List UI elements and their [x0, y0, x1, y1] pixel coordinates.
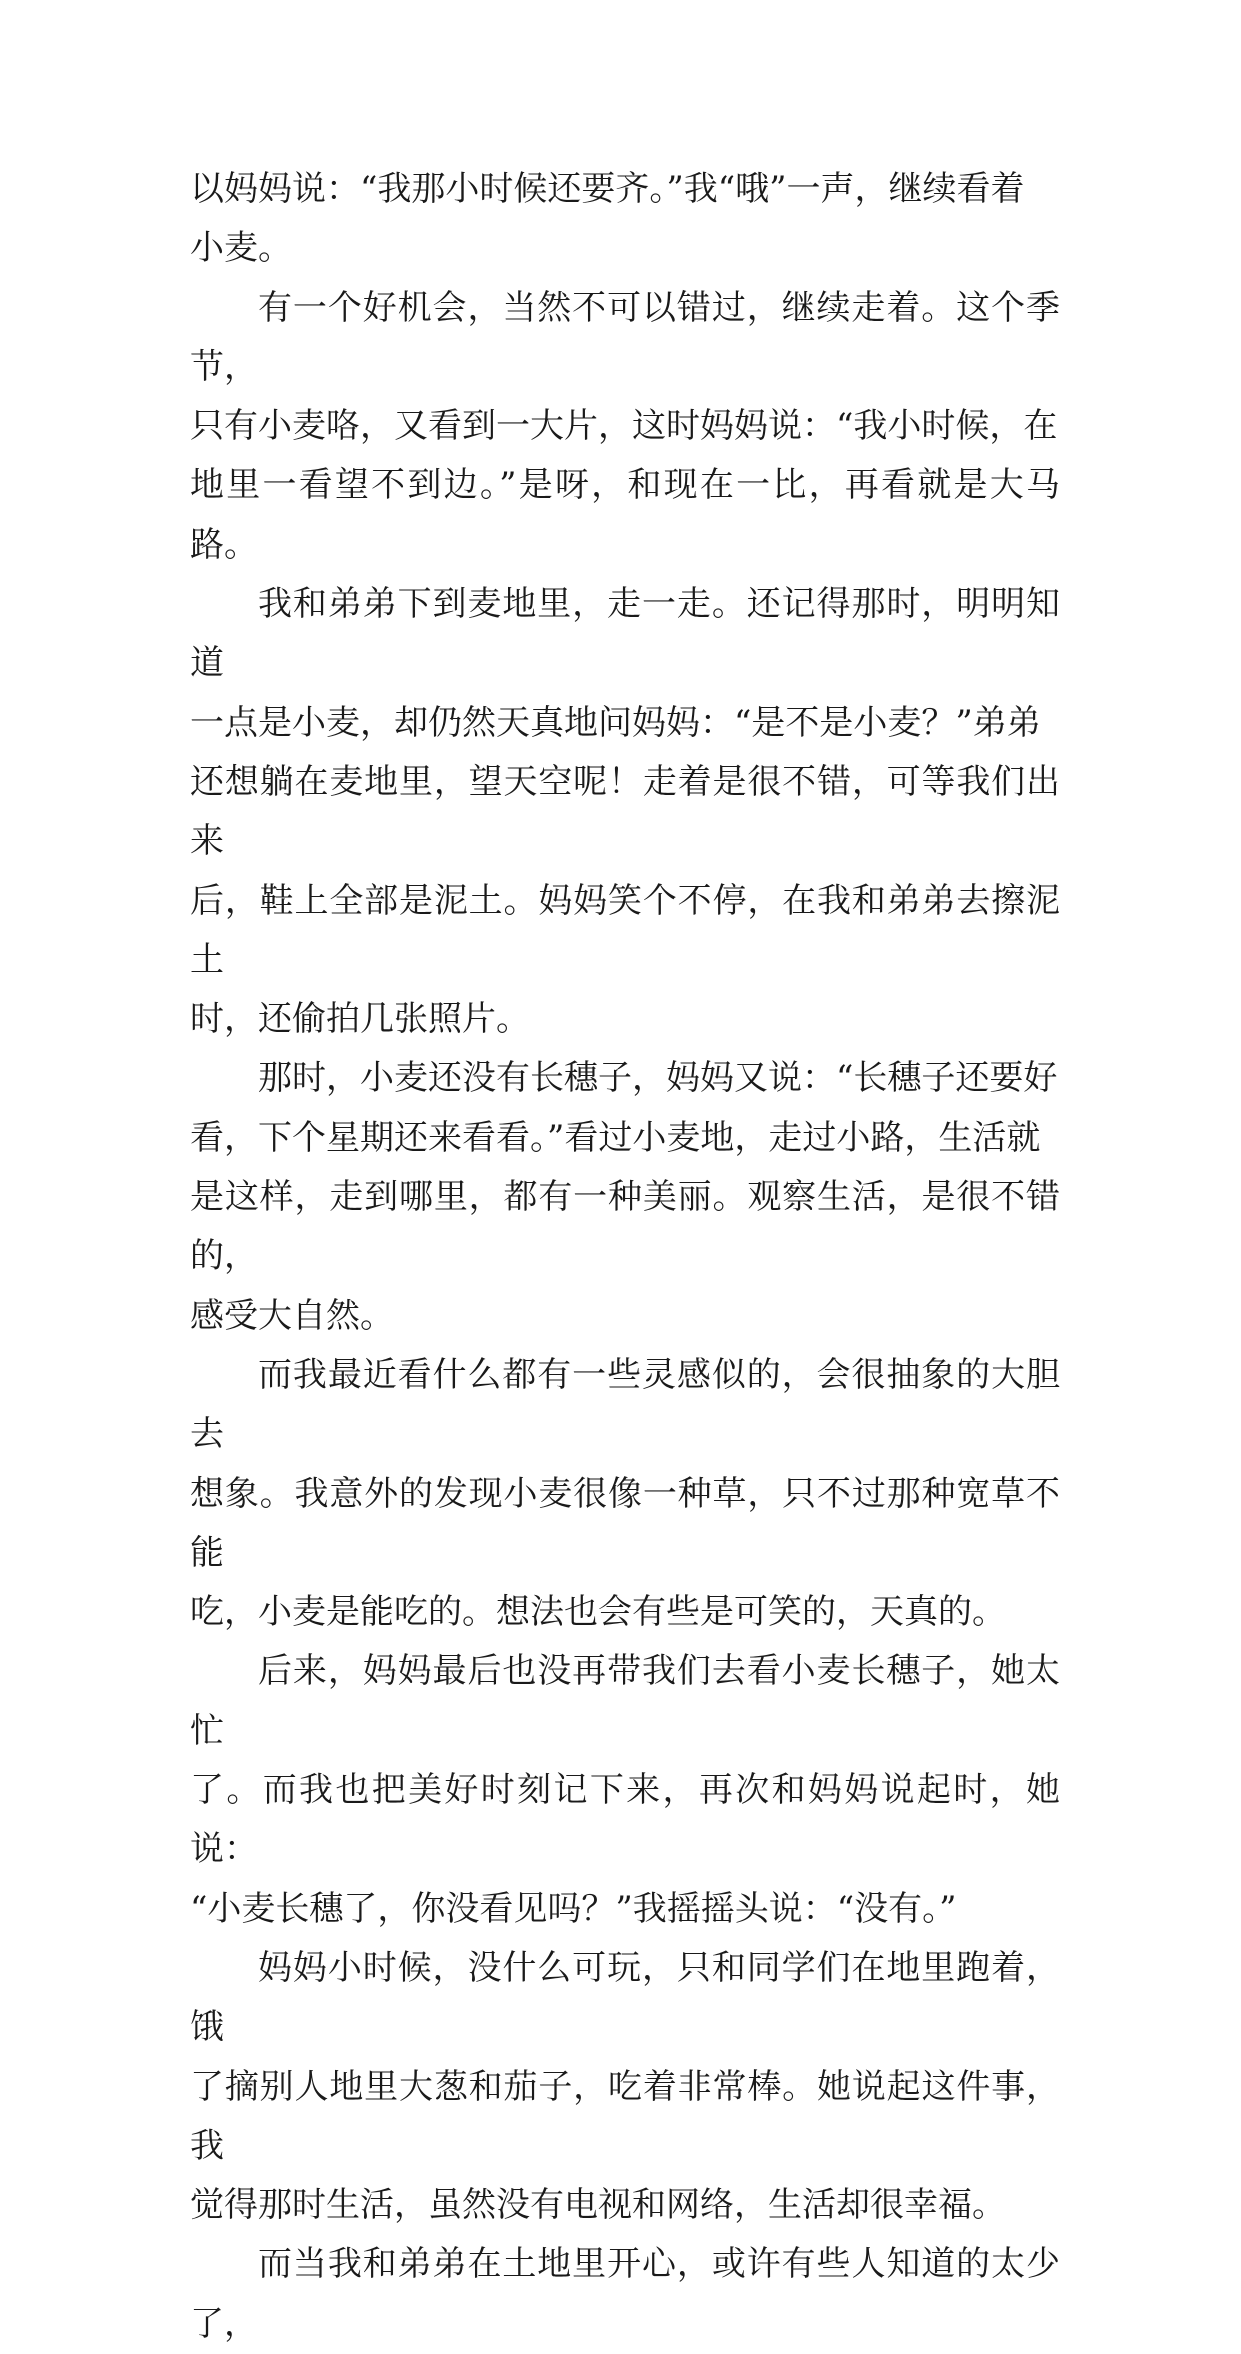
text-line: 还想躺在麦地里，望天空呢！走着是很不错，可等我们出来 [190, 761, 1060, 862]
paragraph [190, 160, 1060, 279]
text-line: 地里一看望不到边。”是呀，和现在一比，再看就是大马路。 [190, 465, 1060, 565]
paragraph [190, 1346, 1060, 1642]
text-line: 一点是小麦，却仍然天真地问妈妈：“是不是小麦？”弟弟 [190, 702, 1041, 743]
paragraph [190, 1939, 1060, 2235]
paragraph [190, 2235, 1060, 2354]
text-line: 是这样，走到哪里，都有一种美丽。观察生活，是很不错的， [190, 1177, 1060, 1277]
text-line: 而我最近看什么都有一些灵感似的，会很抽象的大胆去 [190, 1354, 1060, 1455]
paragraph [190, 1049, 1060, 1345]
text-line: 而当我和弟弟在土地里开心，或许有些人知道的太少了， [190, 2244, 1060, 2344]
paragraph [190, 279, 1060, 575]
text-line: 后来，妈妈最后也没再带我们去看小麦长穗子，她太忙 [190, 1651, 1060, 1751]
text-line: “小麦长穗了，你没看见吗？”我摇摇头说：“没有。” [190, 1888, 957, 1929]
text-line: 小麦。 [190, 228, 292, 269]
text-line: 想象。我意外的发现小麦很像一种草，只不过那种宽草不能 [190, 1473, 1060, 1573]
document-body [190, 160, 1060, 2354]
text-line: 那时，小麦还没有长穗子，妈妈又说：“长穗子还要好 [258, 1058, 1058, 1099]
text-line: 了。而我也把美好时刻记下来，再次和妈妈说起时，她说： [190, 1770, 1060, 1870]
text-line: 了摘别人地里大葱和茄子，吃着非常棒。她说起这件事，我 [190, 2066, 1060, 2166]
paragraph [190, 575, 1060, 1049]
text-line: 时，还偷拍几张照片。 [190, 999, 530, 1040]
text-line: 有一个好机会，当然不可以错过，继续走着。这个季节， [190, 287, 1060, 387]
text-line: 我和弟弟下到麦地里，走一走。还记得那时，明明知道 [190, 584, 1060, 684]
text-line: 以妈妈说：“我那小时候还要齐。”我“哦”一声，继续看着 [190, 169, 1025, 209]
text-line: 妈妈小时候，没什么可玩，只和同学们在地里跑着，饿 [190, 1947, 1060, 2048]
paragraph [190, 1642, 1060, 1938]
text-line: 觉得那时生活，虽然没有电视和网络，生活却很幸福。 [190, 2185, 1006, 2226]
text-line: 看，下个星期还来看看。”看过小麦地，走过小路，生活就 [190, 1117, 1041, 1158]
text-line: 后，鞋上全部是泥土。妈妈笑个不停，在我和弟弟去擦泥土 [190, 880, 1060, 980]
text-line: 吃，小麦是能吃的。想法也会有些是可笑的，天真的。 [190, 1592, 1006, 1633]
text-line: 只有小麦咯，又看到一大片，这时妈妈说：“我小时候，在 [190, 406, 1058, 447]
text-line: 感受大自然。 [190, 1295, 394, 1336]
